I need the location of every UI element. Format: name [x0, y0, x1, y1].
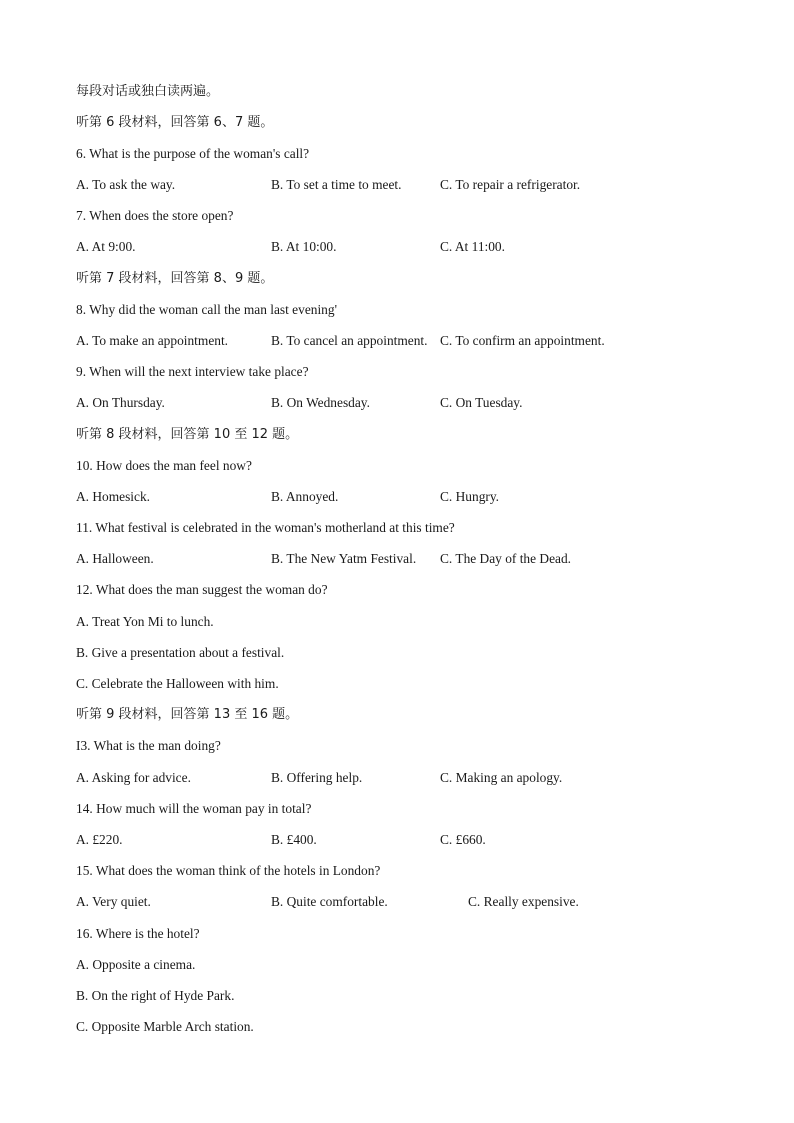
question-text: 15. What does the woman think of the hotels in London? — [76, 863, 381, 878]
option-a: A. Asking for advice. — [76, 770, 191, 785]
option-a: A. £220. — [76, 832, 123, 847]
option-b: B. £400. — [271, 832, 317, 847]
option-a: A. Homesick. — [76, 489, 151, 504]
option-c: C. To confirm an appointment. — [440, 333, 605, 348]
question-text: 11. What festival is celebrated in the woman's motherland at this time? — [76, 520, 455, 535]
intro-text: 每段对话或独白读两遍。 — [76, 84, 220, 99]
section-heading: 听第 8 段材料，回答第 10 至 12 题。 — [76, 427, 299, 442]
option-c: C. £660. — [440, 832, 486, 847]
option-c: C. Celebrate the Halloween with him. — [76, 676, 279, 691]
section-heading: 听第 6 段材料，回答第 6、7 题。 — [76, 115, 274, 130]
option-c: C. Opposite Marble Arch station. — [76, 1019, 254, 1034]
question-text: 7. When does the store open? — [76, 208, 234, 223]
question-text: 8. Why did the woman call the man last evening' — [76, 302, 337, 317]
option-a: A. To ask the way. — [76, 177, 176, 192]
option-a: A. At 9:00. — [76, 239, 136, 254]
option-b: B. Quite comfortable. — [271, 894, 388, 909]
section-heading: 听第 7 段材料，回答第 8、9 题。 — [76, 271, 274, 286]
question-text: 14. How much will the woman pay in total? — [76, 801, 312, 816]
option-a: A. Treat Yon Mi to lunch. — [76, 614, 214, 629]
option-c: C. At 11:00. — [440, 239, 505, 254]
option-b: B. Annoyed. — [271, 489, 339, 504]
option-a: A. Very quiet. — [76, 894, 151, 909]
question-text: I3. What is the man doing? — [76, 738, 221, 753]
option-b: B. To cancel an appointment. — [271, 333, 428, 348]
option-c: C. Really expensive. — [468, 894, 579, 909]
question-text: 9. When will the next interview take place? — [76, 364, 309, 379]
question-text: 6. What is the purpose of the woman's call? — [76, 146, 310, 161]
question-text: 16. Where is the hotel? — [76, 926, 200, 941]
question-text: 12. What does the man suggest the woman do? — [76, 582, 328, 597]
option-a: A. To make an appointment. — [76, 333, 229, 348]
option-c: C. On Tuesday. — [440, 395, 523, 410]
question-text: 10. How does the man feel now? — [76, 458, 252, 473]
option-c: C. Hungry. — [440, 489, 500, 504]
option-b: B. Offering help. — [271, 770, 363, 785]
option-a: A. Opposite a cinema. — [76, 957, 196, 972]
option-b: B. Give a presentation about a festival. — [76, 645, 285, 660]
option-c: C. The Day of the Dead. — [440, 551, 572, 566]
option-b: B. To set a time to meet. — [271, 177, 402, 192]
option-a: A. On Thursday. — [76, 395, 165, 410]
section-heading: 听第 9 段材料，回答第 13 至 16 题。 — [76, 707, 299, 722]
option-b: B. On the right of Hyde Park. — [76, 988, 235, 1003]
option-b: B. At 10:00. — [271, 239, 337, 254]
option-b: B. The New Yatm Festival. — [271, 551, 417, 566]
option-a: A. Halloween. — [76, 551, 154, 566]
option-b: B. On Wednesday. — [271, 395, 370, 410]
option-c: C. To repair a refrigerator. — [440, 177, 581, 192]
option-c: C. Making an apology. — [440, 770, 563, 785]
